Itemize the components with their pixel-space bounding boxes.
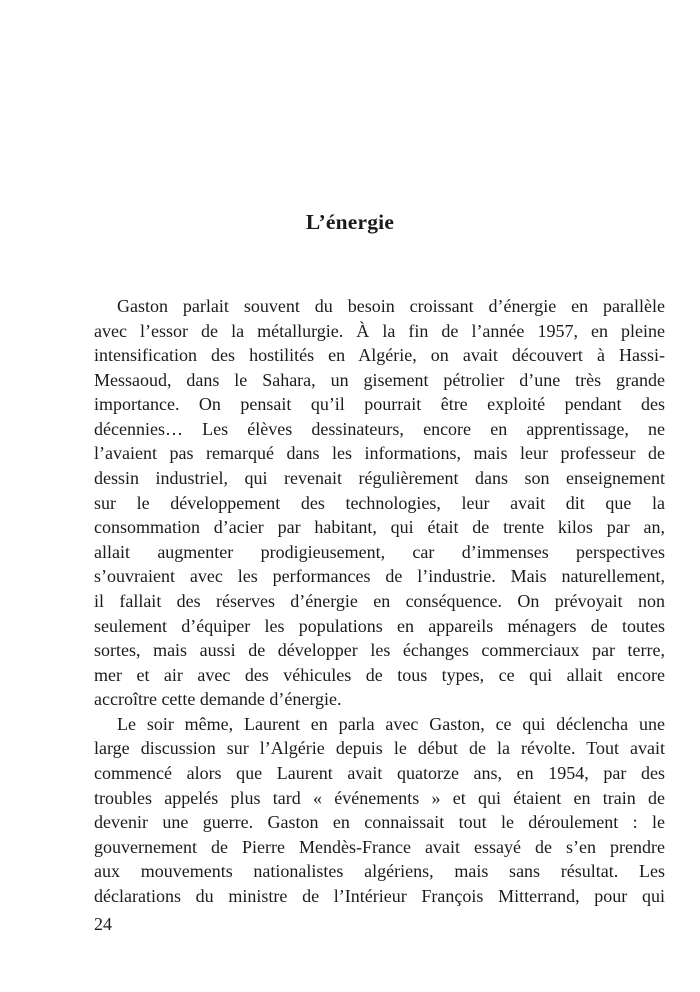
paragraph	[94, 294, 665, 712]
text-line: gouvernement de Pierre Mendès-France avait essayé de s’en prendre	[94, 836, 665, 857]
text-line: l’avaient pas remarqué dans les informations, mais leur professeur de	[94, 443, 665, 464]
text-line: large discussion sur l’Algérie depuis le début de la révolte. Tout avait	[94, 738, 665, 759]
text-line: s’ouvraient avec les performances de l’industrie. Mais naturellement,	[94, 566, 665, 587]
text-line: Gaston parlait souvent du besoin croissant d’énergie en parallèle	[117, 296, 665, 316]
text-line: décennies… Les élèves dessinateurs, encore en apprentissage, ne	[94, 418, 665, 439]
text-line: avec l’essor de la métallurgie. À la fin de l’année 1957, en pleine	[94, 320, 665, 341]
text-line: commencé alors que Laurent avait quatorze ans, en 1954, par des	[94, 762, 665, 783]
text-line: troubles appelés plus tard « événements » et qui étaient en train de	[94, 787, 665, 808]
text-line: intensification des hostilités en Algérie, on avait découvert à Hassi-	[94, 345, 665, 366]
text-line: mer et air avec des véhicules de tous types, ce qui allait encore	[94, 664, 665, 685]
text-line: aux mouvements nationalistes algériens, mais sans résultat. Les	[94, 861, 665, 882]
text-line: Messaoud, dans le Sahara, un gisement pétrolier d’une très grande	[94, 369, 665, 390]
text-line: sortes, mais aussi de développer les échanges commerciaux par terre,	[94, 640, 665, 661]
text-line: consommation d’acier par habitant, qui était de trente kilos par an,	[94, 517, 665, 538]
text-line: seulement d’équiper les populations en appareils ménagers de toutes	[94, 615, 665, 636]
text-line: sur le développement des technologies, leur avait dit que la	[94, 492, 665, 513]
text-line: devenir une guerre. Gaston en connaissait tout le déroulement : le	[94, 812, 665, 833]
chapter-title: L’énergie	[305, 210, 395, 235]
text-line: accroître cette demande d’énergie.	[94, 689, 342, 710]
paragraph	[94, 712, 665, 909]
text-line: il fallait des réserves d’énergie en conséquence. On prévoyait non	[94, 590, 665, 611]
page-number: 24	[94, 914, 112, 934]
text-line: dessin industriel, qui revenait régulièrement dans son enseignement	[94, 468, 665, 489]
text-line: importance. On pensait qu’il pourrait être exploité pendant des	[94, 394, 665, 415]
body-text	[94, 294, 665, 908]
text-line: déclarations du ministre de l’Intérieur François Mitterrand, pour qui	[94, 885, 665, 906]
text-line: allait augmenter prodigieusement, car d’immenses perspectives	[94, 541, 665, 562]
text-line: Le soir même, Laurent en parla avec Gaston, ce qui déclencha une	[117, 713, 665, 734]
